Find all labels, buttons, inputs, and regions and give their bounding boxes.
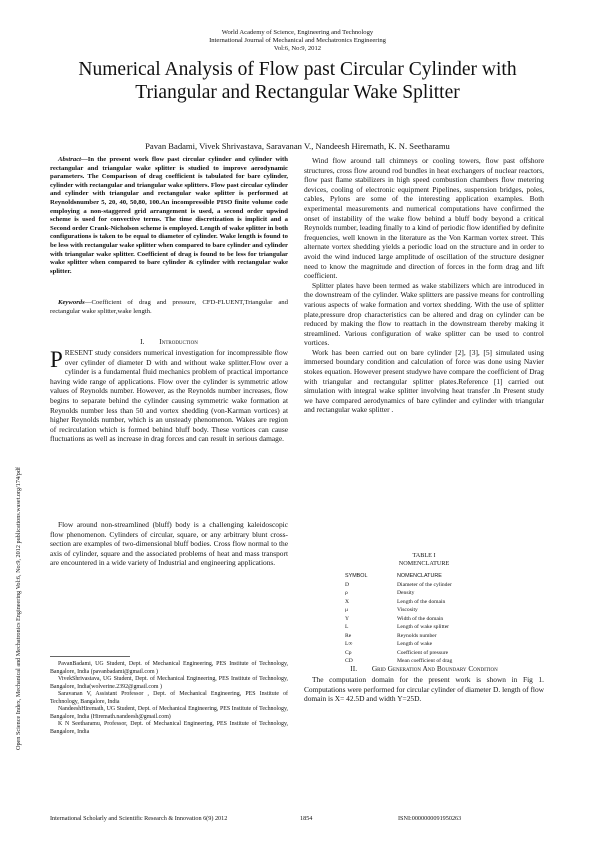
right-column-body <box>304 156 544 415</box>
footnote: Saravanan V, Assistant Professor , Dept. of Mechanical Engineering, PES Institute of Technology, Bangalore, India <box>50 691 288 705</box>
keywords-label: Keywords <box>58 299 85 306</box>
footnote: VivekShrivastava, UG Student, Dept. of Mechanical Engineering, PES Institute of Technology, Bangalore, India(wolverine.2392@gmail.com ) <box>50 676 288 690</box>
nomenclature-table <box>345 572 452 666</box>
footer-copyright: International Scholarly and Scientific Research & Innovation 6(9) 2012 <box>50 815 228 822</box>
description-cell: Length of the domain <box>397 598 446 605</box>
open-science-index-sidebar: Open Science Index, Mechanical and Mechatronics Engineering Vol:6, No:9, 2012 publications.waset.org/174/pdf <box>15 466 22 750</box>
computation-paragraph: The computation domain for the present work is shown in Fig 1. Computations were performed for circular cylinder of diameter D. length of flow domain is X= 42.5D and width Y=25D. <box>304 675 544 704</box>
symbol-cell: μ <box>345 607 348 613</box>
table-header-cell: SYMBOL <box>345 573 368 579</box>
description-cell: Density <box>397 590 415 596</box>
symbol-cell: D <box>345 581 350 588</box>
symbol-cell: L∞ <box>345 641 353 647</box>
drop-cap: P <box>50 347 63 372</box>
table-row <box>345 581 452 590</box>
description-cell: Viscosity <box>397 607 418 613</box>
keywords <box>50 299 288 316</box>
section-heading-grid <box>304 664 544 673</box>
table-row <box>345 640 452 649</box>
symbol-cell: L <box>345 624 349 630</box>
description-cell: Coefficient of pressure <box>397 649 449 656</box>
intro-paragraph-2: Flow around non-streamlined (bluff) body is a challenging kaleidoscopic flow phenomenon. Cylinders of circular, square, or any arbitrary blunt cross-section are examples of two-dimensional bluff bodies. Cross flow normal to the axis of cylinder, square and the associated problems of heat and mass transport are encountered in a wide variety of Industrial and engineering applications. <box>50 520 288 568</box>
symbol-cell: X <box>345 598 350 605</box>
computation-domain-text <box>304 675 544 704</box>
symbol-cell: Cp <box>345 649 352 656</box>
section-title: Introduction <box>159 337 198 346</box>
journal-volume: Vol:6, No:9, 2012 <box>273 45 322 52</box>
intro-paragraph-1: RESENT study considers numerical investigation for incompressible flow over cylinder of diameter D with and without wake splitter.Flow over a cylinder is a fundamental fluid mechanics problem of practical importance having wide range of applications. Flow over the cylinder is symmetric atlow values of Reynolds number. However, as the Reynolds number increases, flow begins to separate behind the cylinder causing symmetric wake formation at Reynolds number less than 50 and vortex shedding (von-Karman vortices) at higher Reynolds number, which is an unsteady phenomenon. Wakes are region of recirculation which is formed behind bluff body. These vortices can cause fluctuations as well as increase in drag forces and can result in serious damage. <box>50 348 288 444</box>
keywords-text: —Coefficient of drag and pressure, CFD-FLUENT,Triangular and rectangular wake splitter,wake length. <box>50 299 288 315</box>
table-row <box>345 615 452 624</box>
section-heading-introduction <box>50 337 288 346</box>
footnote: PavanBadami, UG Student, Dept. of Mechanical Engineering, PES Institute of Technology, Bangalore, India (pavanbadami@gmail.com ) <box>50 661 288 675</box>
description-cell: Width of the domain <box>397 615 444 622</box>
table-header-cell: NOMENCLATURE <box>397 573 442 579</box>
description-cell: Mean coefficient of drag <box>397 658 453 664</box>
table-row <box>345 632 452 641</box>
journal-publisher: World Academy of Science, Engineering and Technology <box>221 29 374 36</box>
introduction-body <box>50 348 288 444</box>
symbol-cell: ρ <box>345 590 348 596</box>
section-title: Grid Generation And Boundary Condition <box>371 664 498 673</box>
symbol-cell: Y <box>345 615 350 622</box>
right-paragraph-3: Work has been carried out on bare cylinder [2], [3], [5] simulated using immersed boundary condition and calculation of force was done using Navier stokes equation. However present studywe have compare the coefficient of Drag with triangular and rectangular splitter plates.Reference [1] carried out simulation with integral wake splitter involving heat transfer .In Present study we have compared aerodynamics of bare cylinder and cylinder with triangular and rectangular wake splitter . <box>304 347 544 415</box>
author-footnotes <box>50 661 288 736</box>
footnote: K N Seetharamu, Professor, Dept. of Mechanical Engineering, PES Institute of Technology, Bangalore, India <box>50 721 288 735</box>
description-cell: Length of wake <box>397 641 433 647</box>
table-row <box>345 589 452 598</box>
right-paragraph-1: Wind flow around tall chimneys or cooling towers, flow past offshore structures, cross flow around rod bundles in heat exchangers of nuclear reactors, flow past flame stabilizers in high speed combustion chambers flow metering devices, cooling of electronic equipment Pipelines, suspension bridges, poles, cables, Pylons are some of the interesting application examples. Both experimental measurements and numerical computations have confirmed the onset of instability of the wake flow behind a bluff body beyond a critical Reynolds number, leading finally to a kind of periodic flow identified by definite frequencies, well known in the literature as the Von Karman vortex street. This alternate vortex shedding yields a periodic load on the structure and in order to avoid the wind induced large amplitude of oscillation of the structure designer need to know the magnitude and direction of forces in the form drag and lift coefficient. <box>304 156 544 281</box>
section-number: II. <box>350 664 358 673</box>
abstract-text: —In the present work flow past circular cylinder and cylinder with rectangular and triangular wake splitter is studied to improve aerodynamic parameters. The Comparison of drag coefficient is tabulated for bare cylinder, cylinder with rectangular and triangular wake splitters. Flow past circular cylinder and cylinder with triangular and rectangular wake splitter is performed at Reynoldsnumber 5, 20, 40, 50,80, 100.An incompressible PISO finite volume code employing a non-staggered grid arrangement is used, a second order upwind scheme is used for convective terms. The time discretization is implicit and a Second order Crank-Nicholson scheme is employed. Length of wake splitter in both configurations is taken to be equal to diameter of cylinder. Wake length is found to be less with rectangular wake splitter when compared to bare cylinder and cylinder with triangular wake splitter. Coefficient of drag is found to be less for triangular wake splitter when compared to bare cylinder & cylinder with rectangular wake splitter. <box>50 156 288 275</box>
abstract <box>50 156 288 276</box>
table-row <box>345 598 452 607</box>
description-cell: Reynolds number <box>397 632 437 639</box>
table-title: NOMENCLATURE <box>398 559 450 567</box>
right-paragraph-2: Splitter plates have been termed as wake stabilizers which are introduced in the downstream of the cylinder. Wake splitters are passive means for controlling various aspects of wake formation and vortex shedding. With the use of splitter plate,pressure drop characteristics can be altered and drag on cylinder can be reduced by making the flow to reattach in the downstream thereby making it streamlined. Various configuration of wake splitter can be used to control vortices. <box>304 280 544 348</box>
table-header-row <box>345 572 452 581</box>
page-number: 1854 <box>300 815 313 822</box>
symbol-cell: CD <box>345 658 353 664</box>
paper-title: Numerical Analysis of Flow past Circular Cylinder with Triangular and Rectangular Wake Splitter <box>78 59 517 103</box>
table-row <box>345 623 452 632</box>
footer-isni: ISNI:0000000091950263 <box>398 815 462 822</box>
author-list: Pavan Badami, Vivek Shrivastava, Saravanan V., Nandeesh Hiremath, K. N. Seetharamu <box>145 141 450 151</box>
footnote: NandeeshHiremath, UG Student, Dept. of Mechanical Engineering, PES Institute of Technology, Bangalore, India (Hiremath.nandeesh@gmail.com) <box>50 706 288 720</box>
table-caption <box>304 552 544 567</box>
description-cell: Diameter of the cylinder <box>397 581 452 588</box>
introduction-body-2 <box>50 520 288 568</box>
description-cell: Length of wake splitter <box>397 624 450 630</box>
journal-name: International Journal of Mechanical and Mechatronics Engineering <box>209 37 386 44</box>
section-number: I. <box>140 337 145 346</box>
symbol-cell: Re <box>345 632 352 639</box>
abstract-label: Abstract <box>58 156 82 163</box>
table-row <box>345 606 452 615</box>
table-label: TABLE I <box>412 552 436 559</box>
table-row <box>345 649 452 658</box>
footnote-divider <box>50 656 130 657</box>
